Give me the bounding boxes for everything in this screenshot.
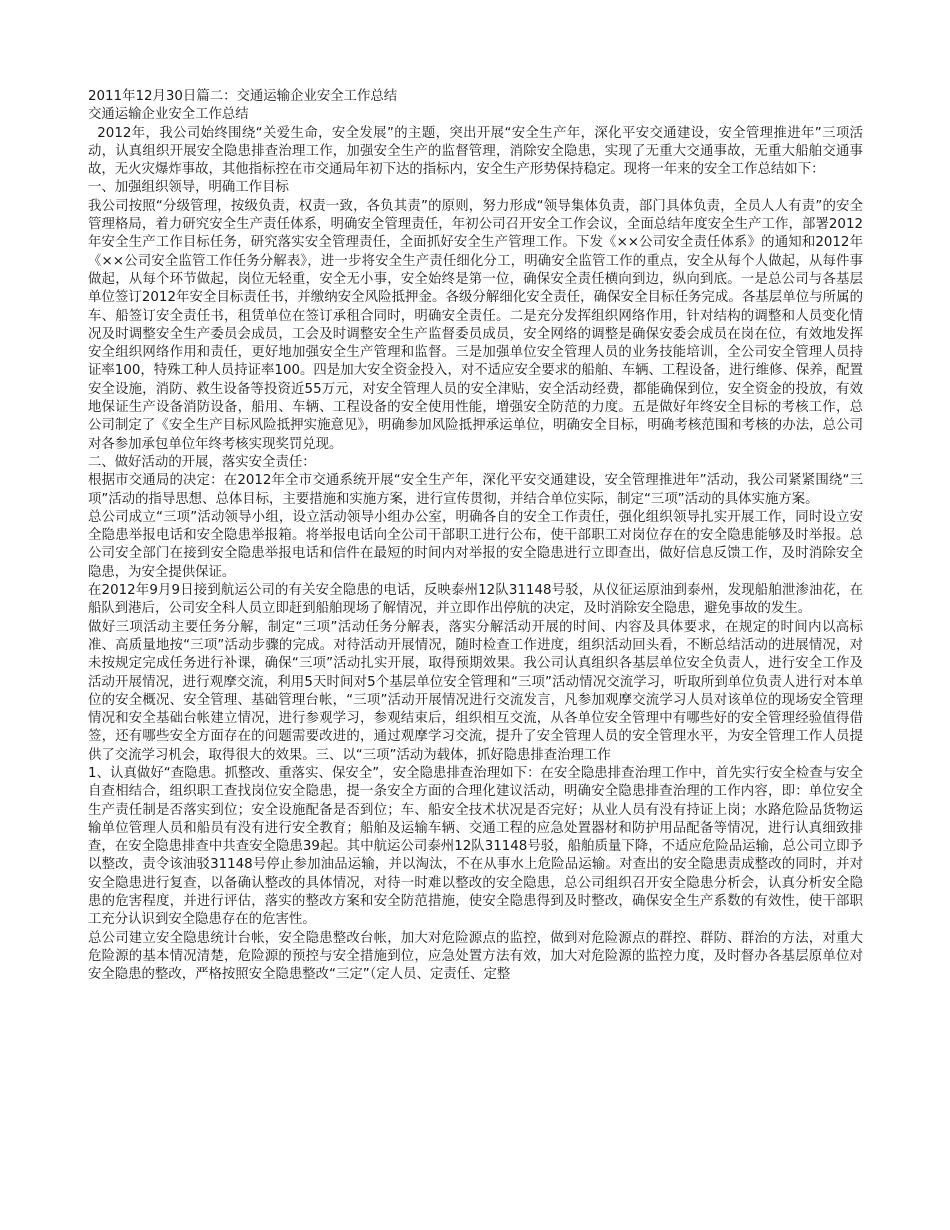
document-body: [88, 88, 863, 985]
section-2-paragraph-4: 做好三项活动主要任务分解，制定“三项”活动任务分解表，落实分解活动开展的时间、内容及具体要求，在规定的时间内以高标准、高质量地按“三项”活动步骤的完成。对待活动开展情况，随时检查工作进度，组织活动回头看，不断总结活动的进展情况，对未按规定完成任务进行补课，确保“三项”活动扎实开展，取得预期效果。我公司认真组织各基层单位安全负责人，进行安全工作及活动开展情况，进行观摩交流，利用5天时间对5个基层单位安全管理和“三项”活动情况交流学习，听取所到单位负责人进行对本单位的安全概况、安全管理、基础管理台帐，“三项”活动开展情况进行交流发言，凡参加观摩交流学习人员对该单位的现场安全管理情况和安全基础台帐建立情况，进行参观学习，参观结束后，组织相互交流，从各单位安全管理中有哪些好的安全管理经验值得借签，还有哪些安全方面存在的问题需要改进的，通过观摩学习交流，提升了安全管理人员的安全管理水平，为安全管理工作人员提供了交流学习机会，取得很大的效果。三、以“三项”活动为载体，抓好隐患排查治理工作: [88, 619, 863, 763]
section-2-heading: 二、做好活动的开展，落实安全责任：: [88, 454, 316, 470]
intro-paragraph: 2012年，我公司始终围绕“关爱生命，安全发展”的主题，突出开展“安全生产年，深化平安交通建设，安全管理推进年”三项活动，认真组织开展安全隐患排查治理工作，加强安全生产的监督管理，消除安全隐患，实现了无重大交通事故，无重大船舶交通事故，无火灾爆炸事故，其他指标控在市交通局年初下达的指标内，安全生产形势保持稳定。现将一年来的安全工作总结如下：: [88, 125, 863, 178]
document-title: 交通运输企业安全工作总结: [88, 107, 249, 123]
section-1-heading: 一、加强组织领导，明确工作目标: [88, 180, 289, 196]
section-3-paragraph-1: 1、认真做好“查隐患。抓整改、重落实、保安全”，安全隐患排查治理如下：在安全隐患排查治理工作中，首先实行安全检查与安全自查相结合，组织职工查找岗位安全隐患，提一条安全方面的合理化建议活动，明确安全隐患排查治理的工作内容，即：单位安全生产责任制是否落实到位；安全设施配备是否到位；车、船安全技术状况是否完好；从业人员有没有持证上岗；水路危险品货物运输单位管理人员和船员有没有进行安全教育；船舶及运输车辆、交通工程的应急处置器材和防护用品配备等情况，进行认真细致排查，在安全隐患排查中共查安全隐患39起。其中航运公司泰州12队31148号驳，船舶质量下降，不适应危险品运输，总公司立即予以整改，责令该油驳31148号停止参加油品运输，并以淘汰，不在从事水上危险品运输。对查出的安全隐患责成整改的同时，并对安全隐患进行复查，以备确认整改的具体情况，对待一时难以整改的安全隐患，总公司组织召开安全隐患分析会，认真分析安全隐患的危害程度，并进行评估，落实的整改方案和安全防范措施，使安全隐患得到及时整改，确保安全生产系数的有效性，使干部职工充分认识到安全隐患存在的危害性。: [88, 765, 863, 928]
section-1-paragraph: 我公司按照“分级管理，按级负责，权责一致，各负其责”的原则，努力形成“领导集体负责，部门具体负责，全员人人有责”的安全管理格局，着力研究安全生产责任体系，明确安全管理责任，年初公司召开安全工作会议，全面总结年度安全生产工作，部署2012年安全生产工作目标任务，研究落实安全管理责任，全面抓好安全生产管理工作。下发《××公司安全责任体系》的通知和2012年《××公司安全监管工作任务分解表》，进一步将安全生产责任细化分工，明确安全监管工作的重点，安全从每个人做起，从每件事做起，从每个环节做起，岗位无轻重，安全无小事，安全始终是第一位，确保安全责任横向到边，纵向到底。一是总公司与各基层单位签订2012年安全目标责任书，并缴纳安全风险抵押金。各级分解细化安全责任，确保安全目标任务完成。各基层单位与所属的车、船签订安全责任书，租赁单位在签订承租合同时，明确安全责任。二是充分发挥组织网络作用，针对结构的调整和人员变化情况及时调整安全生产委员会成员，工会及时调整安全生产监督委员成员，安全网络的调整是确保安委会成员在岗在位，有效地发挥安全组织网络作用和责任，更好地加强安全生产管理和监督。三是加强单位安全管理人员的业务技能培训，全公司安全管理人员持证率100，特殊工种人员持证率100。四是加大安全资金投入，对不适应安全要求的船舶、车辆、工程设备，进行维修、保养，配置安全设施，消防、救生设备等投资近55万元，对安全管理人员的安全津贴，安全活动经费，都能确保到位，安全资金的投放，有效地保证生产设备消防设备，船用、车辆、工程设备的安全使用性能，增强安全防范的力度。五是做好年终安全目标的考核工作，总公司制定了《安全生产目标风险抵押实施意见》，明确参加风险抵押承运单位，明确安全目标，明确考核范围和考核的办法，总公司对各参加承包单位年终考核实现奖罚兑现。: [88, 198, 863, 452]
section-2-paragraph-1: 根据市交通局的决定：在2012年全市交通系统开展“安全生产年，深化平安交通建设，安全管理推进年”活动，我公司紧紧围绕“三项”活动的指导思想、总体目标，主要措施和实施方案，进行宣传贯彻，并结合单位实际，制定“三项”活动的具体实施方案。: [88, 473, 863, 507]
date-line: 2011年12月30日篇二：交通运输企业安全工作总结: [88, 89, 398, 104]
section-3-paragraph-2: 总公司建立安全隐患统计台帐，安全隐患整改台帐，加大对危险源点的监控，做到对危险源点的群控、群防、群治的方法，对重大危险源的基本情况清楚，危险源的预控与安全措施到位，应急处置方法有效，加大对危险源的监控力度，及时督办各基层原单位对安全隐患的整改，严格按照安全隐患整改“三定”（定人员、定责任、定整: [88, 930, 863, 983]
section-2-paragraph-3: 在2012年9月9日接到航运公司的有关安全隐患的电话，反映泰州12队31148号驳，从仪征运原油到泰州，发现船舶泄渗油花，在船队到港后，公司安全科人员立即赶到船舶现场了解情况，并立即作出停航的决定，及时消除安全隐患，避免事故的发生。: [88, 583, 863, 617]
section-2-paragraph-2: 总公司成立“三项”活动领导小组，设立活动领导小组办公室，明确各自的安全工作责任，强化组织领导扎实开展工作，同时设立安全隐患举报电话和安全隐患举报箱。将举报电话向全公司干部职工进行公布，使干部职工对岗位存在的安全隐患能够及时举报。总公司安全部门在接到安全隐患举报电话和信件在最短的时间内对举报的安全隐患进行立即查出，做好信息反馈工作，及时消除安全隐患，为安全提供保证。: [88, 509, 863, 580]
